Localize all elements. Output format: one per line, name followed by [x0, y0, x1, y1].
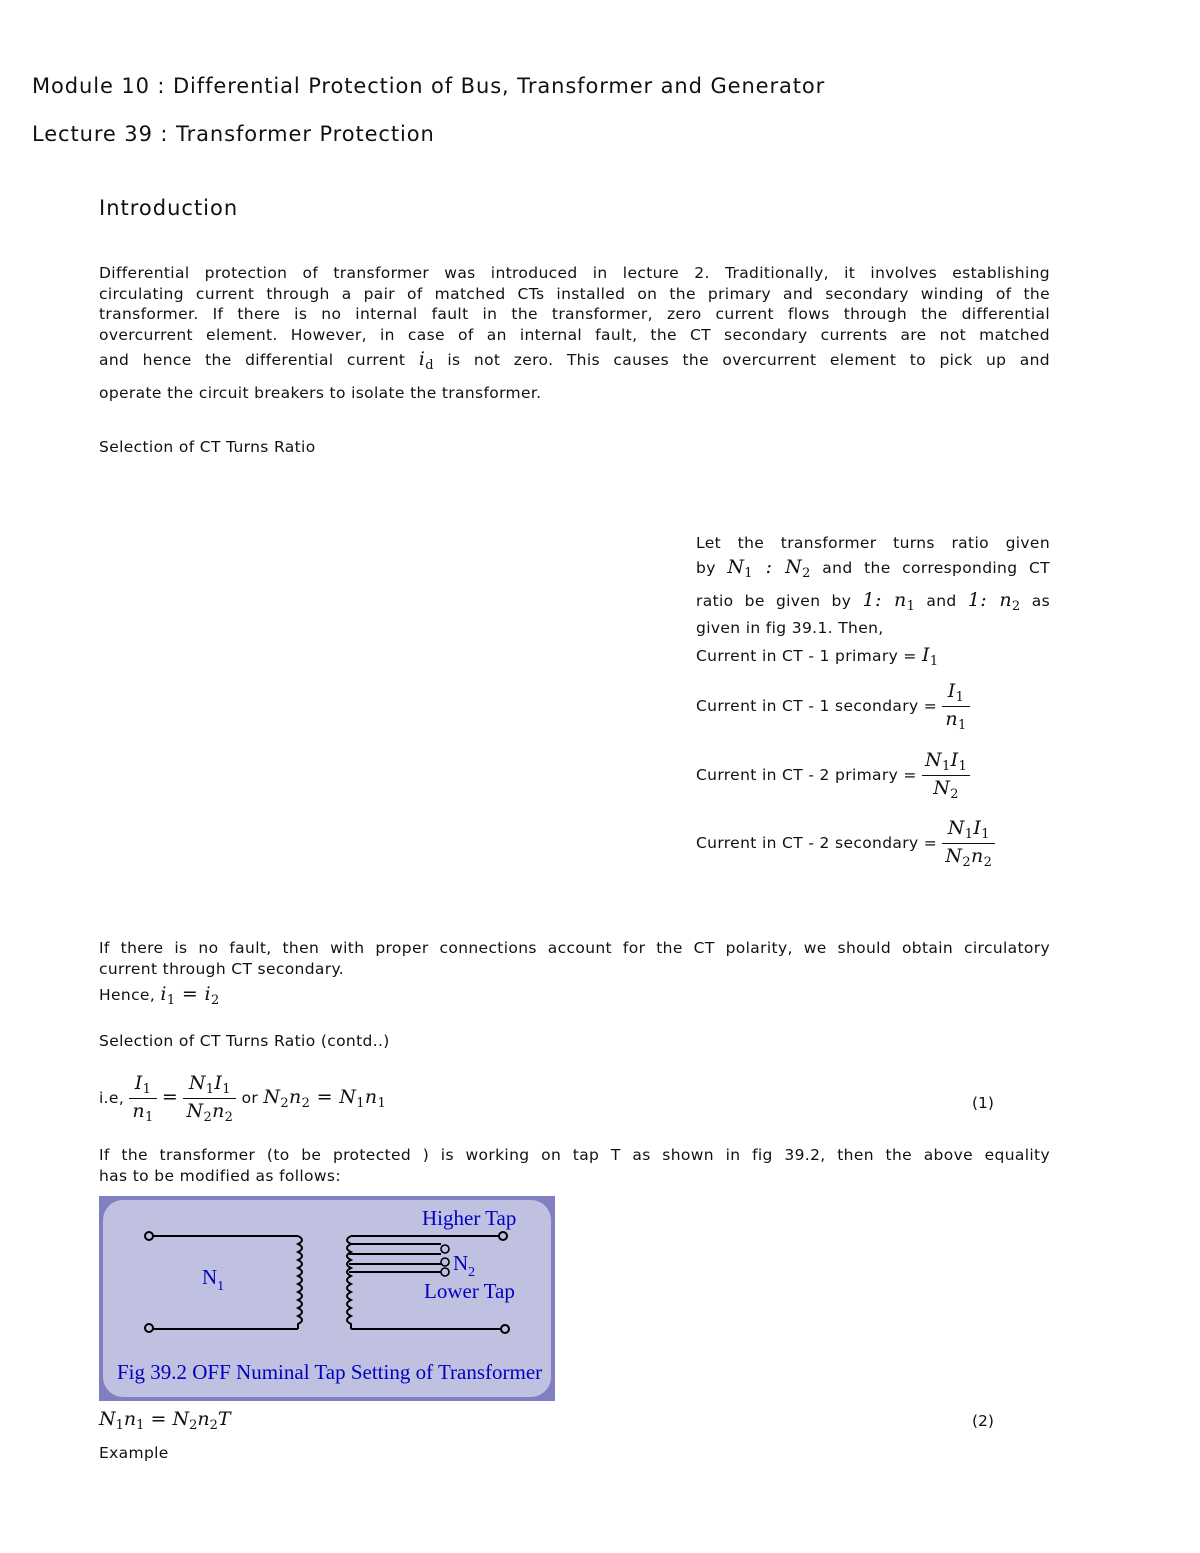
figure-caption: Fig 39.2 OFF Numinal Tap Setting of Transformer [117, 1360, 543, 1384]
tap-line: has to be modified as follows: [99, 1166, 341, 1185]
ct-turns-heading: Selection of CT Turns Ratio [99, 438, 316, 456]
no-fault-paragraph [99, 938, 1050, 979]
side-line: ratio be given by 1: $n_1$ and 1: $n_2$ as [696, 589, 1051, 614]
equation-2-number: (2) [972, 1412, 994, 1430]
math-id: $i_d$ [418, 348, 434, 373]
example-heading: Example [99, 1444, 169, 1462]
ct1-secondary: Current in CT - 1 secondary = $\frac{I_1}{n_1}$ [696, 680, 970, 733]
math-frac-I1-n1: $\frac{I_1}{n_1}$ [942, 680, 969, 733]
tap-line: If the transformer (to be protected ) is working on tap T as shown in fig 39.2, then the above equality [99, 1146, 1050, 1164]
math-i1-eq-i2: $i_1 = i_2$ [160, 983, 220, 1008]
figure-39-2 [99, 1196, 555, 1401]
side-line: given in fig 39.1. Then, [696, 618, 884, 637]
n2-label: $N_2$ [453, 1251, 476, 1280]
lower-tap-label: Lower Tap [424, 1279, 515, 1303]
tap-paragraph [99, 1145, 1050, 1186]
intro-line: and hence the differential current $i_d$ is not zero. This causes the overcurrent element to pick up and [99, 348, 1050, 373]
ct2-primary: Current in CT - 2 primary = $\frac{N_1I_1}{N_2}$ [696, 749, 970, 802]
no-fault-line: If there is no fault, then with proper connections account for the CT polarity, we should obtain circulatory [99, 939, 1050, 957]
equation-1: i.e, $\frac{I_1}{n_1}$ = $\frac{N_1I_1}{N_2n_2}$ or $N_2n_2 = N_1n_1$ [99, 1072, 387, 1125]
intro-line: circulating current through a pair of matched CTs installed on the primary and secondary winding of the [99, 284, 1050, 303]
n1-label: $N_1$ [202, 1265, 225, 1294]
equation-1-number: (1) [972, 1094, 994, 1112]
intro-line: transformer. If there is no internal fault in the transformer, zero current flows through the differential [99, 305, 1050, 323]
intro-paragraph [99, 263, 1050, 403]
side-line: Let the transformer turns ratio given [696, 534, 1050, 552]
side-line: by $N_1$ : $N_2$ and the corresponding CT [696, 555, 1050, 581]
higher-tap-label: Higher Tap [422, 1206, 517, 1230]
math-frac-N1I1-N2n2: $\frac{N_1I_1}{N_2n_2}$ [942, 817, 995, 870]
math-frac-I1-n1: $\frac{I_1}{n_1}$ [129, 1072, 156, 1125]
ct1-ratio: 1: $n_1$ [862, 589, 916, 614]
lecture-title: Lecture 39 : Transformer Protection [32, 122, 435, 146]
math-frac-N1I1-N2: $\frac{N_1I_1}{N_2}$ [922, 749, 970, 802]
turns-ratio: $N_1$ : $N_2$ [727, 555, 811, 581]
ct-side-text [696, 533, 1050, 638]
math-N2n2-eq-N1n1: $N_2n_2 = N_1n_1$ [263, 1086, 387, 1111]
equation-2 [99, 1408, 231, 1433]
math-N1n1-eq-N2n2T: $N_1n_1 = N_2n_2T$ [99, 1408, 231, 1433]
ct1-primary: Current in CT - 1 primary = $I_1$ [696, 644, 939, 669]
math-I1: $I_1$ [922, 644, 939, 669]
ct2-secondary: Current in CT - 2 secondary = $\frac{N_1I_1}{N_2n_2}$ [696, 817, 995, 870]
module-title: Module 10 : Differential Protection of Bus, Transformer and Generator [32, 74, 826, 98]
intro-line: Differential protection of transformer was introduced in lecture 2. Traditionally, it involves establishing [99, 264, 1050, 282]
hence-line: Hence, $i_1 = i_2$ [99, 983, 220, 1008]
ct2-ratio: 1: $n_2$ [967, 589, 1021, 614]
no-fault-line: current through CT secondary. [99, 959, 345, 978]
intro-line: overcurrent element. However, in case of an internal fault, the CT secondary currents are not matched [99, 325, 1050, 344]
transformer-tap-diagram [99, 1196, 555, 1401]
ct-contd-heading: Selection of CT Turns Ratio (contd..) [99, 1032, 390, 1050]
math-frac-N1I1-N2n2: $\frac{N_1I_1}{N_2n_2}$ [183, 1072, 236, 1125]
intro-line: operate the circuit breakers to isolate the transformer. [99, 383, 542, 402]
introduction-heading: Introduction [99, 196, 239, 220]
